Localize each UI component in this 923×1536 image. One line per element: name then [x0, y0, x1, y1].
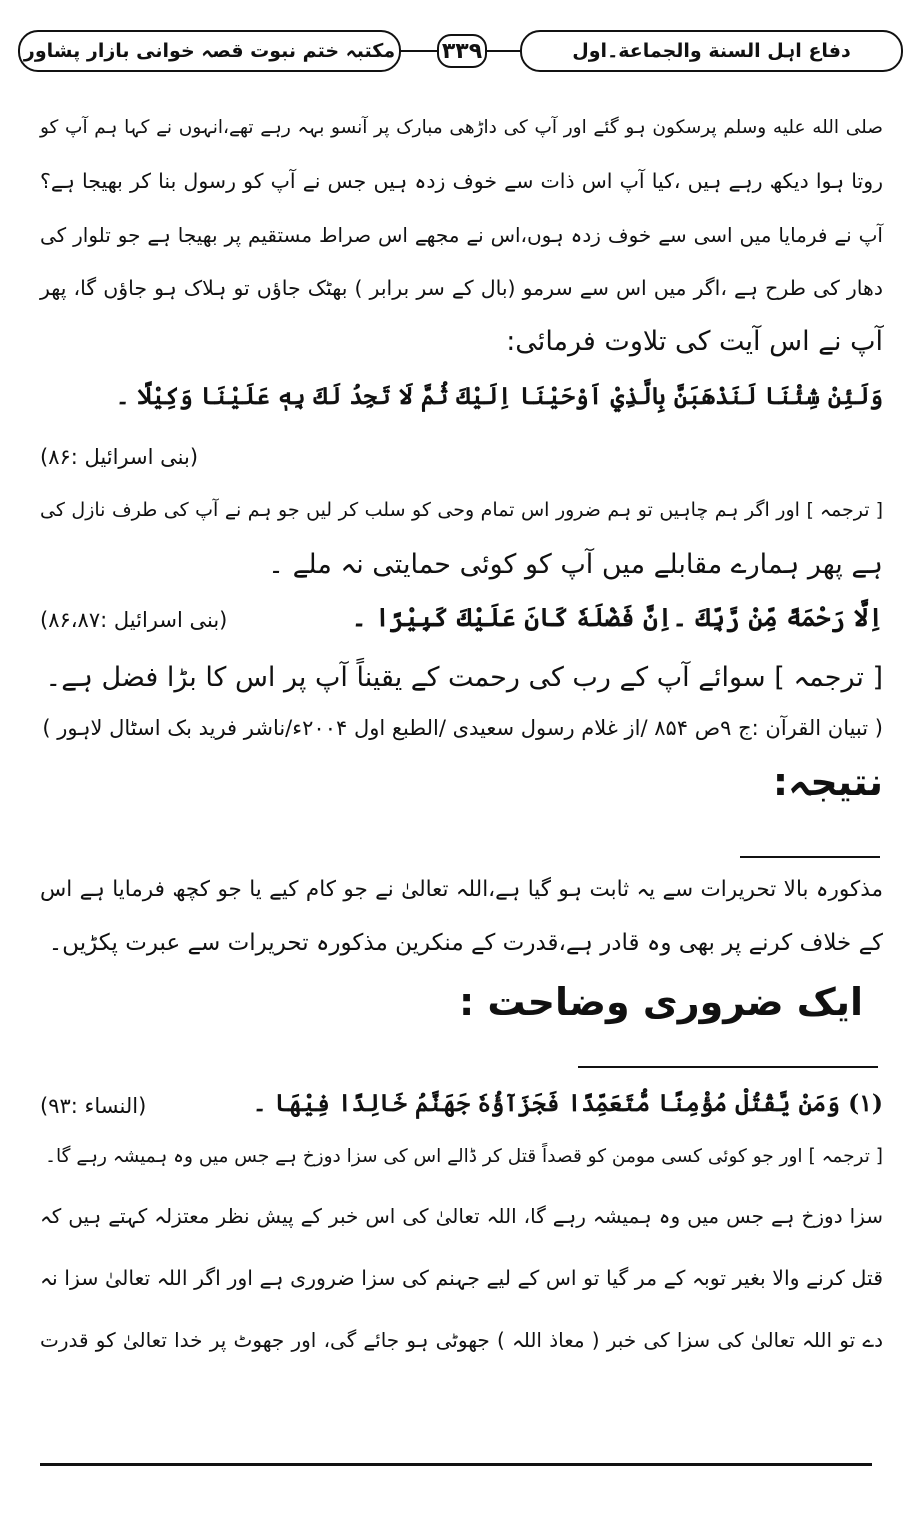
- quran-verse-3: (۱) وَمَنْ يَّقْتُلْ مُؤْمِنًا مُّتَعَمِّدًا فَجَزَآؤُهٗ جَهَنَّمُ خَالِدًا فِيْهَا ۔: [252, 1089, 883, 1117]
- translation-1-line-2: ہے پھر ہمارے مقابلے میں آپ کو کوئی حمایتی نہ ملے ۔: [268, 549, 883, 580]
- header-book-title: دفاع اہل السنة والجماعة۔اول: [520, 30, 903, 72]
- heading-result: نتیجہ:: [772, 760, 883, 804]
- text-line-3: آپ نے فرمایا میں اسی سے خوف زدہ ہوں،اس نے مجھے اس صراط مستقیم پر بھیجا ہے جو تلوار کی: [40, 223, 883, 247]
- header-rule-left: [401, 50, 437, 52]
- verse-reference-3: (النساء :۹۳): [40, 1094, 147, 1118]
- page-number: ۳۳۹: [437, 34, 487, 68]
- heading-result-underline: [740, 856, 880, 858]
- text-line-8: سزا دوزخ ہے جس میں وہ ہمیشہ رہے گا، اللہ تعالیٰ کی اس خبر کے پیش نظر معتزلہ کہتے ہیں کہ: [40, 1204, 883, 1228]
- header-rule-right: [487, 50, 520, 52]
- text-line-7: کے خلاف کرنے پر بھی وہ قادر ہے،قدرت کے منکرین مذکورہ تحریرات سے عبرت پکڑیں۔: [48, 930, 883, 956]
- verse-reference-1: (بنی اسرائیل :۸۶): [40, 445, 199, 469]
- translation-tag: [ ترجمہ ]: [806, 499, 883, 521]
- translation-3: [40, 1137, 883, 1177]
- text-line-10: دے تو اللہ تعالیٰ کی سزا کی خبر ( معاذ اللہ ) جھوٹی ہو جائے گی، اور جھوٹ پر خدا تعالیٰ کو قدرت: [40, 1328, 883, 1352]
- heading-clarification: ایک ضروری وضاحت :: [459, 980, 863, 1024]
- book-citation: ( تبیان القرآن :ج ۹ص ۸۵۴ /از غلام رسول سعیدی /الطبع اول ۲۰۰۴ء/ناشر فرید بک اسٹال لاہور ): [42, 716, 883, 740]
- text-line-4: دھار کی طرح ہے ،اگر میں اس سے سرمو (بال کے سر برابر ) بھٹک جاؤں تو ہلاک ہو جاؤں گا، پھر: [40, 276, 883, 300]
- translation-text: اور جو کوئی کسی مومن کو قصداً قتل کر ڈالے اس کی سزا دوزخ ہے جس میں وہ ہمیشہ رہے گا۔: [45, 1146, 803, 1167]
- translation-2: [40, 658, 883, 698]
- text-line-5: آپ نے اس آیت کی تلاوت فرمائی:: [506, 326, 883, 357]
- translation-1-line-1: [40, 490, 883, 530]
- quran-verse-2: اِلَّا رَحْمَةً مِّنْ رَّبِّكَ ۔اِنَّ فَضْلَهٗ كَانَ عَلَيْكَ كَبِيْرًا ۔: [351, 603, 883, 632]
- translation-tag: [ ترجمہ ]: [774, 662, 883, 693]
- text-line-1: صلى الله عليه وسلم پرسکون ہو گئے اور آپ کی داڑھی مبارک پر آنسو بہہ رہے تھے،انہوں نے کہا ہم آپ کو: [40, 117, 883, 138]
- quran-verse-1: وَلَئِنْ شِئْنَا لَنَذْهَبَنَّ بِالَّذِيْ اَوْحَيْنَا اِلَيْكَ ثُمَّ لَا تَجِدُ لَكَ بِهٖ عَلَيْنَا وَكِيْلًا ۔: [115, 382, 883, 410]
- text-line-2: روتا ہوا دیکھ رہے ہیں ،کیا آپ اس ذات سے خوف زدہ ہیں جس نے آپ کو رسول بنا کر بھیجا ہے؟: [40, 169, 883, 193]
- verse-reference-2: (بنی اسرائیل :۸۶،۸۷): [40, 608, 228, 632]
- footer-rule: [40, 1463, 872, 1466]
- heading-clarification-underline: [578, 1066, 878, 1068]
- translation-text: اور اگر ہم چاہیں تو ہم ضرور اس تمام وحی کو سلب کر لیں جو ہم نے آپ کی طرف نازل کی: [40, 499, 800, 521]
- translation-tag: [ ترجمہ ]: [808, 1146, 883, 1167]
- text-line-9: قتل کرنے والا بغیر توبہ کے مر گیا تو اس کے لیے جہنم کی سزا ضروری ہے اور اگر اللہ تعالیٰ سزا نہ: [40, 1266, 883, 1290]
- header-publisher: مکتبہ ختم نبوت قصہ خوانی بازار پشاور: [18, 30, 401, 72]
- text-line-6: مذکورہ بالا تحریرات سے یہ ثابت ہو گیا ہے،اللہ تعالیٰ نے جو کام کیے یا جو کچھ فرمایا ہے اس: [40, 877, 883, 902]
- translation-text: سوائے آپ کے رب کی رحمت کے یقیناً آپ پر اس کا بڑا فضل ہے۔: [45, 662, 766, 693]
